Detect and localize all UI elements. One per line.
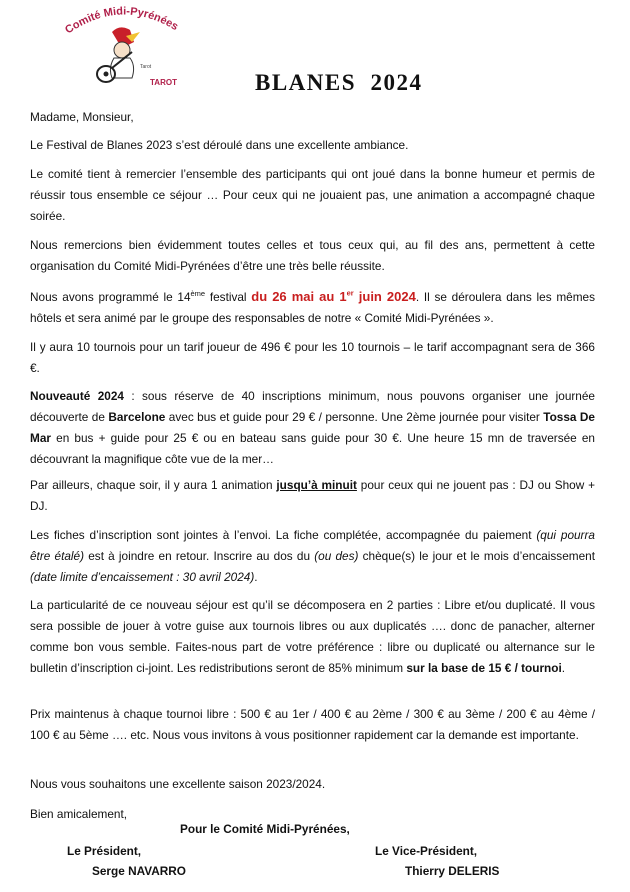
page-title: BLANES 2024 (255, 70, 423, 95)
paragraph-7: Par ailleurs, chaque soir, il y aura 1 animation jusqu’à minuit pour ceux qui ne jouent pas : DJ ou Show + DJ. (30, 478, 595, 513)
vice-president-title: Le Vice-Président, (375, 844, 478, 858)
closing: Bien amicalement, (30, 807, 128, 821)
president-name: Serge NAVARRO (92, 864, 186, 878)
comite-logo (60, 2, 190, 96)
svg-text:Comité Midi-Pyrénées: Comité Midi-Pyrénées (63, 5, 181, 37)
svg-text:TAROT: TAROT (150, 78, 177, 87)
paragraph-9: La particularité de ce nouveau séjour est qu’il se décomposera en 2 parties : Libre et/ou duplicaté. Il vous sera possible de jouer à votre guise aux tournois libres ou aux duplicatés …. donc de panacher, alterner comme bon vous semble. Faites-nous part de votre préférence : libre ou duplicaté ou alternance sur le bulletin d’inscription ci-joint. Les redistributions seront de 85% minimum sur la base de 15 € / tournoi. (30, 598, 595, 675)
paragraph-8: Les fiches d’inscription sont jointes à l’envoi. La fiche complétée, accompagnée du paiement (qui pourra être étalé) est à joindre en retour. Inscrire au dos du (ou des) chèque(s) le jour et le mois d’encaissement (date limite d’encaissement : 30 avril 2024). (30, 528, 595, 584)
salutation: Madame, Monsieur, (30, 110, 134, 124)
paragraph-10: Prix maintenus à chaque tournoi libre : 500 € au 1er / 400 € au 2ème / 300 € au 3ème / 200 € au 4ème / 100 € au 5ème …. etc. Nous vous invitons à vous positionner rapidement car la demande est importante. (30, 707, 595, 742)
paragraph-11: Nous vous souhaitons une excellente saison 2023/2024. (30, 777, 326, 791)
festival-dates: du 26 mai au 1er juin 2024 (251, 288, 416, 304)
paragraph-6: Nouveauté 2024 : sous réserve de 40 inscriptions minimum, nous pouvons organiser une journée découverte de Barcelone avec bus et guide pour 29 € / personne. Une 2ème journée pour visiter Tossa De Mar en bus + guide pour 25 € ou en bateau sans guide pour 30 €. Une heure 15 mn de traversée en découvrant la magnifique côte vue de la mer… (30, 389, 595, 466)
signature-for: Pour le Comité Midi-Pyrénées, (180, 822, 350, 836)
paragraph-3: Nous remercions bien évidemment toutes celles et tous ceux qui, au fil des ans, permettent à cette organisation du Comité Midi-Pyrénées d’être une très belle réussite. (30, 238, 595, 273)
paragraph-5: Il y aura 10 tournois pour un tarif joueur de 496 € pour les 10 tournois – le tarif accompagnant sera de 366 €. (30, 340, 595, 375)
svg-text:Tarot: Tarot (140, 64, 152, 70)
vice-president-name: Thierry DELERIS (405, 864, 500, 878)
president-title: Le Président, (67, 844, 142, 858)
paragraph-2: Le comité tient à remercier l’ensemble des participants qui ont joué dans la bonne humeur et permis de réussir tous ensemble ce séjour … Pour ceux qui ne jouaient pas, une animation a accompagné chaque soirée. (30, 167, 595, 223)
paragraph-1: Le Festival de Blanes 2023 s’est déroulé dans une excellente ambiance. (30, 138, 409, 152)
paragraph-4: Nous avons programmé le 14ème festival du 26 mai au 1er juin 2024. Il se déroulera dans les mêmes hôtels et sera animé par le groupe des responsables de notre « Comité Midi-Pyrénées ». (30, 288, 595, 325)
